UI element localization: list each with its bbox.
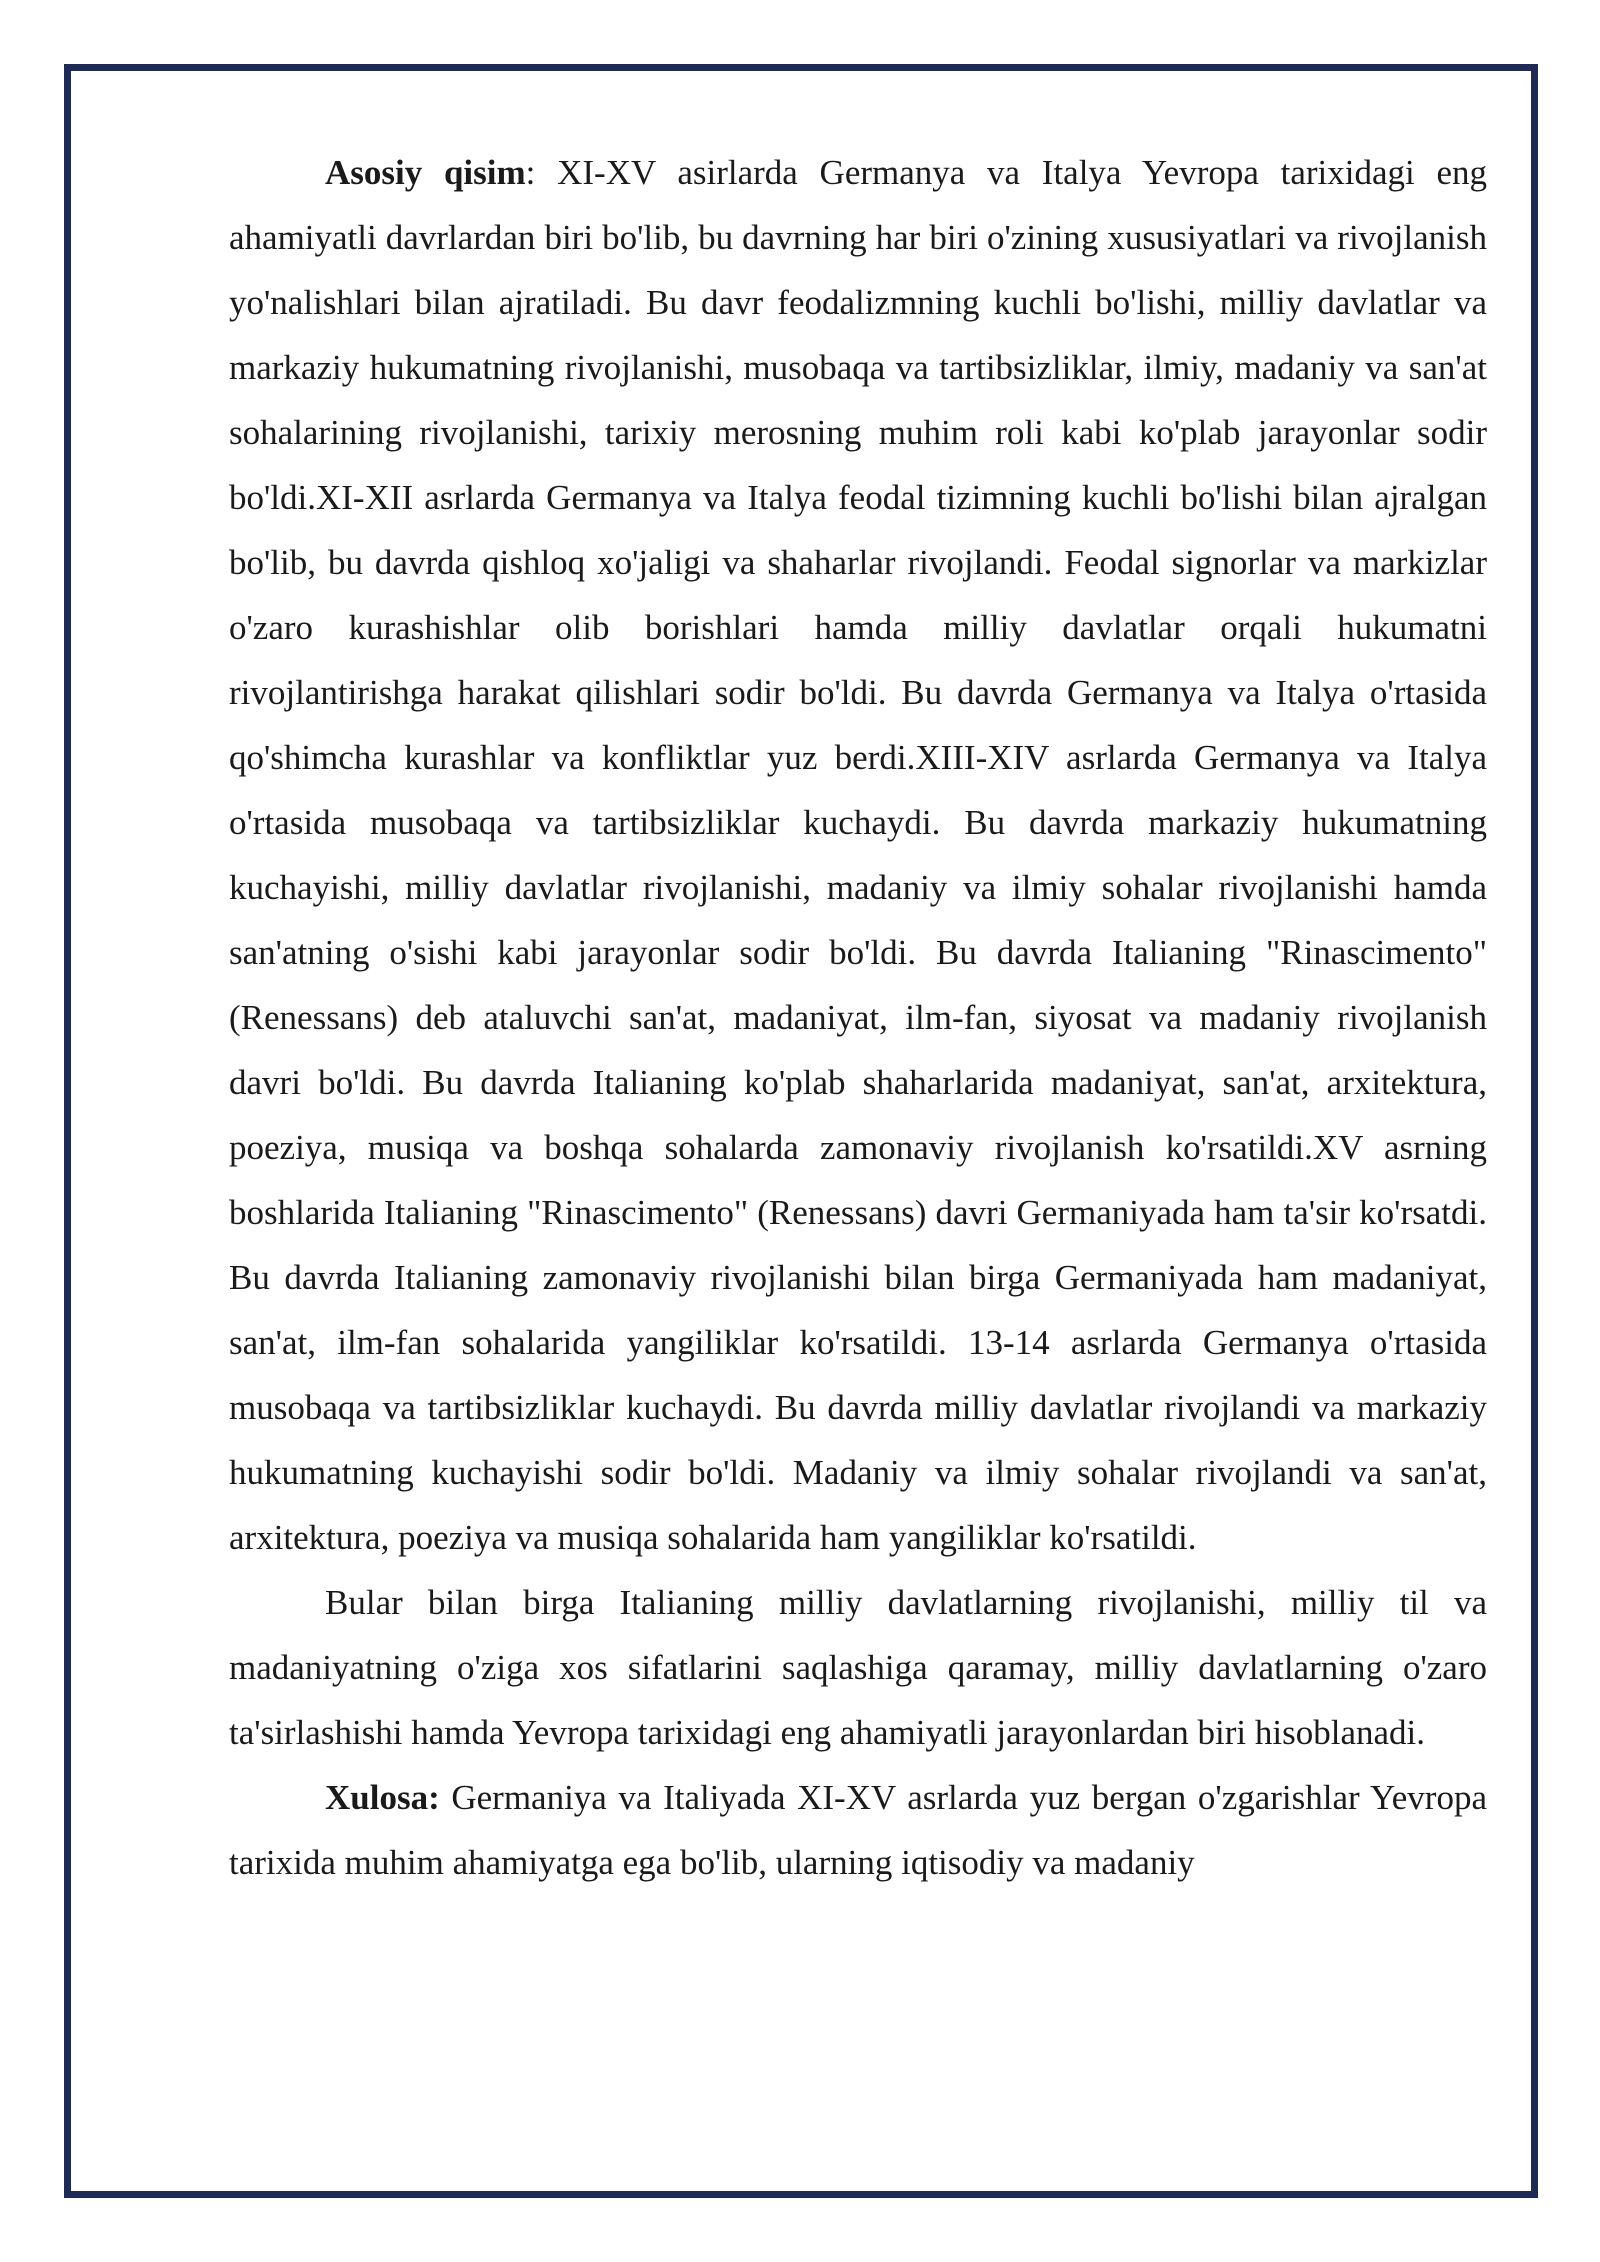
paragraph-conclusion-text: Germaniya va Italiyada XI-XV asrlarda yuz bergan o'zgarishlar Yevropa tarixida muhim ahamiyatga ega bo'lib, ularning iqtisodiy va madaniy bbox=[229, 1778, 1487, 1882]
paragraph-main-part bbox=[229, 140, 1487, 1570]
paragraph-main-part-text: : XI-XV asirlarda Germanya va Italya Yevropa tarixidagi eng ahamiyatli davrlardan biri bo'lib, bu davrning har biri o'zining xususiyatlari va rivojlanish yo'nalishlari bilan ajratiladi. Bu davr feodalizmning kuchli bo'lishi, milliy davlatlar va markaziy hukumatning rivojlanishi, musobaqa va tartibsizliklar, ilmiy, madaniy va san'at sohalarining rivojlanishi, tarixiy merosning muhim roli kabi ko'plab jarayonlar sodir bo'ldi.XI-XII asrlarda Germanya va Italya feodal tizimning kuchli bo'lishi bilan ajralgan bo'lib, bu davrda qishloq xo'jaligi va shaharlar rivojlandi. Feodal signorlar va markizlar o'zaro kurashishlar olib borishlari hamda milliy davlatlar orqali hukumatni rivojlantirishga harakat qilishlari sodir bo'ldi. Bu davrda Germanya va Italya o'rtasida qo'shimcha kurashlar va konfliktlar yuz berdi.XIII-XIV asrlarda Germanya va Italya o'rtasida musobaqa va tartibsizliklar kuchaydi. Bu davrda markaziy hukumatning kuchayishi, milliy davlatlar rivojlanishi, madaniy va ilmiy sohalar rivojlanishi hamda san'atning o'sishi kabi jarayonlar sodir bo'ldi. Bu davrda Italianing "Rinascimento" (Renessans) deb ataluvchi san'at, madaniyat, ilm-fan, siyosat va madaniy rivojlanish davri bo'ldi. Bu davrda Italianing ko'plab shaharlarida madaniyat, san'at, arxitektura, poeziya, musiqa va boshqa sohalarda zamonaviy rivojlanish ko'rsatildi.XV asrning boshlarida Italianing "Rinascimento" (Renessans) davri Germaniyada ham ta'sir ko'rsatdi. Bu davrda Italianing zamonaviy rivojlanishi bilan birga Germaniyada ham madaniyat, san'at, ilm-fan sohalarida yangiliklar ko'rsatildi. 13-14 asrlarda Germanya o'rtasida musobaqa va tartibsizliklar kuchaydi. Bu davrda milliy davlatlar rivojlandi va markaziy hukumatning kuchayishi sodir bo'ldi. Madaniy va ilmiy sohalar rivojlandi va san'at, arxitektura, poeziya va musiqa sohalarida ham yangiliklar ko'rsatildi. bbox=[229, 153, 1487, 1557]
paragraph-conclusion bbox=[229, 1765, 1487, 1895]
heading-conclusion: Xulosa: bbox=[325, 1778, 440, 1817]
heading-main-part: Asosiy qisim bbox=[325, 153, 526, 192]
document-body bbox=[229, 140, 1487, 1895]
paragraph-italy-states-text: Bular bilan birga Italianing milliy davlatlarning rivojlanishi, milliy til va madaniyatning o'ziga xos sifatlarini saqlashiga qaramay, milliy davlatlarning o'zaro ta'sirlashishi hamda Yevropa tarixidagi eng ahamiyatli jarayonlardan biri hisoblanadi. bbox=[229, 1583, 1487, 1752]
paragraph-italy-states bbox=[229, 1570, 1487, 1765]
